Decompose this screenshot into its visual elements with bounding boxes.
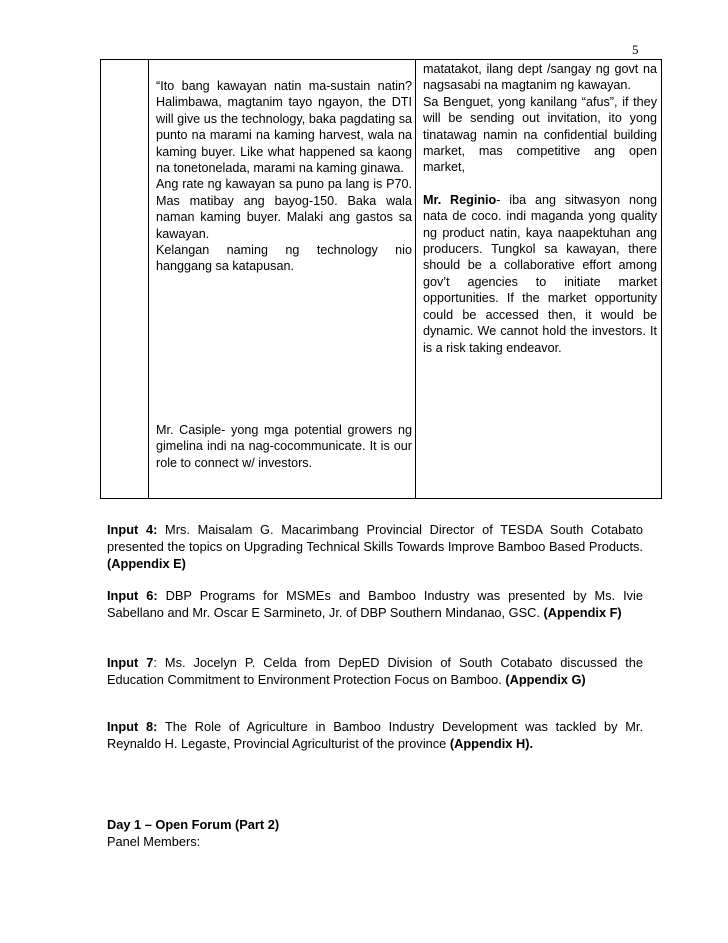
section-subheading: Panel Members: [107, 834, 201, 849]
response-text: matatakot, ilang dept /sangay ng govt na nagsasabi na magtanim ng kawayan. [423, 62, 657, 93]
table-middle-column [156, 78, 412, 275]
table-middle-column-bottom [156, 422, 412, 471]
speaker-text: - iba ang sitwasyon nong nata de coco. indi maganda yong quality ng product natin, kaya naapektuhan ang producers. Tungkol sa kawayan, there should be a collaborative effort among gov’t agencies to initiate market opportunities. If the market opportunity could be accessed then, it would be dynamic. We cannot hold the investors. It is a risk taking endeavor. [423, 192, 657, 355]
appendix-ref: (Appendix H). [449, 736, 534, 751]
input-text: : Ms. Jocelyn P. Celda from DepED Division of South Cotabato discussed the Education Commitment to Environment Protection Focus on Bamboo. [107, 655, 643, 687]
page-number: 5 [632, 42, 639, 57]
appendix-ref: (Appendix F) [543, 605, 622, 620]
input-8-paragraph [107, 718, 643, 752]
appendix-ref: (Appendix G) [505, 672, 586, 687]
speaker-name: Mr. Reginio [423, 192, 497, 207]
response-text: Sa Benguet, yong kanilang “afus”, if they will be sending out invitation, ito yong tinatawag namin na confidential building market, mas competitive ang open market, [423, 94, 657, 175]
participant-comment: “Ito bang kawayan natin ma-sustain natin? Halimbawa, magtanim tayo ngayon, the DTI will give us the technology, baka pagdating sa punto na marami na kaming harvest, wala na kaming buyer. Like what happened sa kaong na tonetonelada, marami na kaming ginawa. [156, 79, 412, 176]
input-text: Mrs. Maisalam G. Macarimbang Provincial Director of TESDA South Cotabato presented the topics on Upgrading Technical Skills Towards Improve Bamboo Based Products. [107, 522, 643, 554]
input-label: Input 7 [107, 655, 154, 670]
table-divider-left [148, 60, 149, 498]
input-label: Input 4: [107, 522, 158, 537]
input-label: Input 6: [107, 588, 158, 603]
casiple-comment: Mr. Casiple- yong mga potential growers ng gimelina indi na nag-cocommunicate. It is our role to connect w/ investors. [156, 423, 412, 470]
input-label: Input 8: [107, 719, 158, 734]
input-text: The Role of Agriculture in Bamboo Industry Development was tackled by Mr. Reynaldo H. Legaste, Provincial Agriculturist of the province [107, 719, 644, 751]
forum-table [100, 59, 662, 499]
input-7-paragraph [107, 654, 643, 688]
section-heading: Day 1 – Open Forum (Part 2) [107, 817, 280, 832]
input-text: DBP Programs for MSMEs and Bamboo Industry was presented by Ms. Ivie Sabellano and Mr. Oscar E Sarmineto, Jr. of DBP Southern Mindanao, GSC. [107, 588, 643, 620]
input-6-paragraph [107, 587, 643, 621]
reginio-response [423, 192, 657, 356]
table-right-column [423, 61, 657, 356]
open-forum-section [107, 816, 643, 850]
participant-comment: Ang rate ng kawayan sa puno pa lang is P70. Mas matibay ang bayog-150. Baka wala naman kaming buyer. Malaki ang gastos sa kawayan. [156, 177, 412, 241]
appendix-ref: (Appendix E) [107, 556, 186, 571]
input-4-paragraph [107, 521, 643, 572]
table-divider-right [415, 60, 416, 498]
participant-comment: Kelangan naming ng technology nio hanggang sa katapusan. [156, 243, 412, 274]
